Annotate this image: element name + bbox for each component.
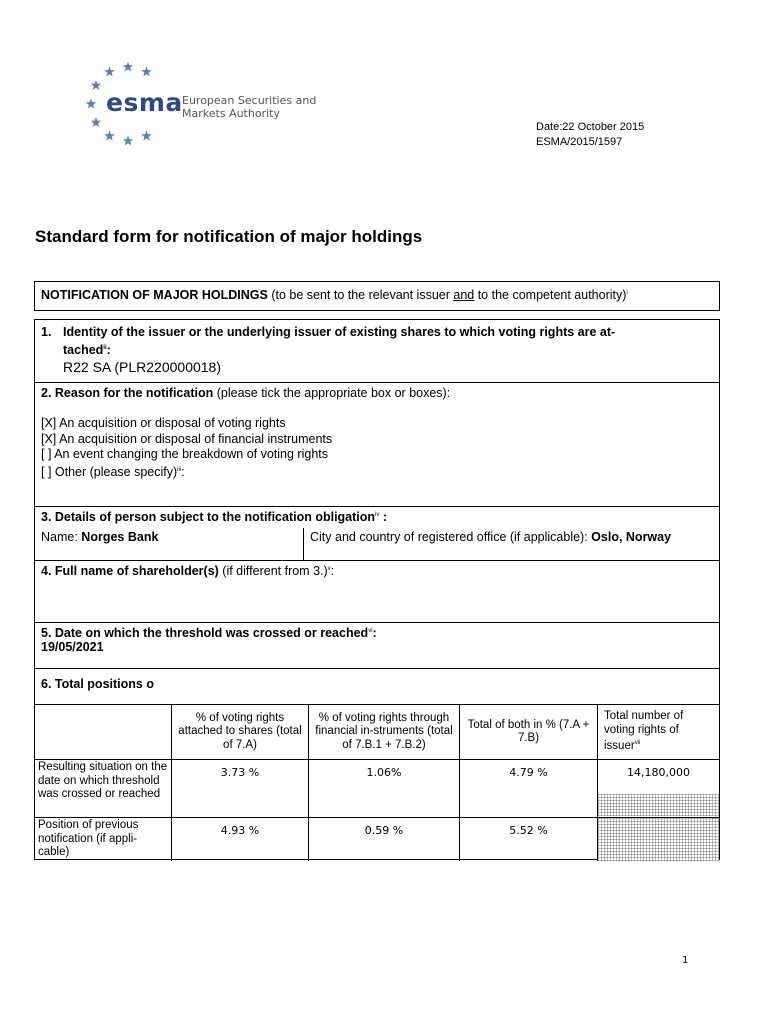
section-issuer-identity: 1. Identity of the issuer or the underlying issuer of existing shares to which voting rights are at- tached$^{ii}$: R22 SA (PLR220000018)	[35, 320, 719, 383]
document-reference: ESMA/2015/1597	[536, 136, 623, 148]
person-city: City and country of registered office (if applicable): Oslo, Norway	[303, 528, 719, 560]
reason-option[interactable]: [ ] An event changing the breakdown of voting rights	[41, 447, 328, 461]
table-cell: 1.06%	[309, 760, 460, 818]
star-icon	[104, 131, 114, 141]
issuer-name: R22 SA (PLR220000018)	[63, 359, 221, 376]
star-icon	[123, 136, 133, 146]
table-cell: 0.59 %	[309, 818, 460, 861]
table-cell: 5.52 %	[460, 818, 598, 861]
logo-subtitle: European Securities and Markets Authority	[182, 94, 317, 120]
star-icon	[86, 99, 96, 109]
col-header-total: Total of both in % (7.A + 7.B)	[460, 705, 598, 760]
document-date: Date:22 October 2015	[536, 121, 645, 133]
row-label-previous: Position of previous notification (if appli-cable)	[35, 818, 172, 861]
page-title: Standard form for notification of major holdings	[35, 227, 423, 246]
positions-table	[35, 705, 719, 861]
reason-option[interactable]: [X] An acquisition or disposal of voting rights	[41, 416, 286, 430]
logo-wordmark: esma	[106, 88, 183, 117]
document-meta	[536, 120, 644, 150]
hatched-area	[598, 794, 719, 816]
section-total-positions: 6. Total positions o	[35, 669, 719, 705]
row-label-resulting: Resulting situation on the date on which threshold was crossed or reached	[35, 760, 172, 818]
notification-form	[34, 319, 720, 860]
star-icon	[91, 80, 101, 90]
reason-option[interactable]: [ ] Other (please specify)$^{iii}$:	[41, 464, 185, 479]
col-header-instruments: % of voting rights through financial in-struments (total of 7.B.1 + 7.B.2)	[309, 705, 460, 760]
table-cell: 4.93 %	[172, 818, 309, 861]
section-reason: 2. Reason for the notification (please tick the appropriate box or boxes): [X] An acquisition or disposal of voting rights [X] An acquisition or disposal of financial instruments [ ] An event changing the breakdown of voting rights [ ] Other (please specify)$^{iii}$:	[35, 383, 719, 507]
reason-option[interactable]: [X] An acquisition or disposal of financial instruments	[41, 431, 333, 446]
star-icon	[123, 62, 133, 71]
section-shareholder: 4. Full name of shareholder(s) (if different from 3.)$^v$:	[35, 561, 719, 623]
hatched-area	[598, 818, 719, 861]
star-icon	[141, 66, 151, 76]
esma-logo	[78, 62, 318, 154]
table-corner	[35, 705, 172, 760]
threshold-date: 19/05/2021	[41, 640, 104, 654]
section-threshold-date: 5. Date on which the threshold was crossed or reached$^{vi}$: 19/05/2021	[35, 623, 719, 669]
notification-banner: NOTIFICATION OF MAJOR HOLDINGS (to be sent to the relevant issuer and to the competent authority)$^i$	[34, 281, 720, 311]
star-icon	[91, 117, 101, 127]
person-name: Name: Norges Bank	[41, 530, 159, 544]
section-person-details: 3. Details of person subject to the notification obligation$^{iv}$ : Name: Norges Bank City and country of registered office (if applicable): Oslo, Norway	[35, 507, 719, 561]
star-icon	[104, 66, 114, 76]
table-cell: 3.73 %	[172, 760, 309, 818]
table-cell: 4.79 %	[460, 760, 598, 818]
col-header-shares: % of voting rights attached to shares (total of 7.A)	[172, 705, 309, 760]
table-cell: 14,180,000	[598, 760, 719, 818]
star-icon	[141, 131, 151, 141]
page-number: 1	[682, 955, 689, 966]
col-header-voting-rights: Total number of voting rights of issuer$^{vii}$	[598, 705, 719, 760]
reason-options	[41, 416, 713, 480]
